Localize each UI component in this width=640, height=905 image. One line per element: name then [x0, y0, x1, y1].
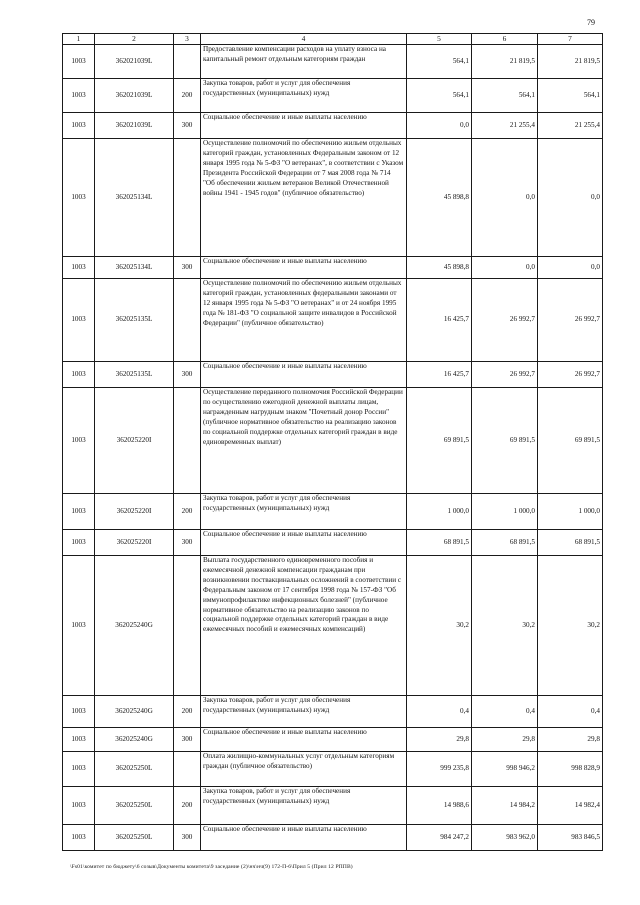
expense-type-cell: 200: [174, 79, 201, 113]
amount-col7-cell: 69 891,5: [538, 388, 603, 494]
section-cell: 1003: [63, 530, 95, 556]
expense-type-cell: 300: [174, 825, 201, 851]
section-cell: 1003: [63, 825, 95, 851]
table-row: [63, 257, 603, 279]
target-code-cell: 362025240G: [95, 696, 174, 728]
amount-col6-cell: 69 891,5: [472, 388, 538, 494]
section-cell: 1003: [63, 388, 95, 494]
amount-col7-cell: 0,4: [538, 696, 603, 728]
amount-col6-cell: 0,0: [472, 139, 538, 257]
table-row: [63, 45, 603, 79]
expense-type-cell: 200: [174, 494, 201, 530]
table-row: [63, 494, 603, 530]
table-row: [63, 556, 603, 696]
table-row: [63, 825, 603, 851]
amount-col7-cell: 21 255,4: [538, 113, 603, 139]
amount-col6-cell: 26 992,7: [472, 362, 538, 388]
expense-type-cell: [174, 279, 201, 362]
header-row: [63, 34, 603, 45]
target-code-cell: 362025240G: [95, 556, 174, 696]
expense-type-cell: [174, 752, 201, 787]
amount-col6-cell: 21 255,4: [472, 113, 538, 139]
amount-col6-cell: 998 946,2: [472, 752, 538, 787]
table-body: [63, 34, 603, 851]
expense-type-cell: [174, 139, 201, 257]
page-number: 79: [587, 18, 595, 27]
description-cell: Осуществление полномочий по обеспечению жильем отдельных категорий граждан, установленных федеральными законами от 12 января 1995 года № 5-ФЗ "О ветеранах" и от 24 ноября 1995 года № 181-ФЗ "О социальной защите инвалидов в Российской Федерации" (публичное обязательство): [201, 279, 407, 362]
target-code-cell: 362021039L: [95, 79, 174, 113]
expense-type-cell: 300: [174, 113, 201, 139]
target-code-cell: 362025220I: [95, 530, 174, 556]
expense-type-cell: [174, 45, 201, 79]
amount-col7-cell: 14 982,4: [538, 787, 603, 825]
amount-col6-cell: 21 819,5: [472, 45, 538, 79]
table-row: [63, 530, 603, 556]
table-row: [63, 696, 603, 728]
description-cell: Закупка товаров, работ и услуг для обеспечения государственных (муниципальных) нужд: [201, 787, 407, 825]
target-code-cell: 362025135L: [95, 362, 174, 388]
table-row: [63, 139, 603, 257]
amount-col5-cell: 69 891,5: [407, 388, 472, 494]
expense-type-cell: 300: [174, 728, 201, 752]
header-cell-7: 7: [538, 34, 603, 45]
description-cell: Социальное обеспечение и иные выплаты населению: [201, 530, 407, 556]
amount-col6-cell: 26 992,7: [472, 279, 538, 362]
description-cell: Закупка товаров, работ и услуг для обеспечения государственных (муниципальных) нужд: [201, 494, 407, 530]
amount-col6-cell: 68 891,5: [472, 530, 538, 556]
header-cell-3: 3: [174, 34, 201, 45]
expense-type-cell: 200: [174, 696, 201, 728]
section-cell: 1003: [63, 787, 95, 825]
description-cell: Закупка товаров, работ и услуг для обеспечения государственных (муниципальных) нужд: [201, 696, 407, 728]
target-code-cell: 362025135L: [95, 279, 174, 362]
amount-col6-cell: 1 000,0: [472, 494, 538, 530]
section-cell: 1003: [63, 362, 95, 388]
target-code-cell: 362025134L: [95, 257, 174, 279]
amount-col5-cell: 0,0: [407, 113, 472, 139]
section-cell: 1003: [63, 139, 95, 257]
description-cell: Осуществление переданного полномочия Российской Федерации по осуществлению ежегодной денежной выплаты лицам, награжденным нагрудным знаком "Почетный донор России" (публичное нормативное обязательство на реализацию законов по социальной поддержке отдельных категорий граждан в виде единовременных выплат): [201, 388, 407, 494]
amount-col7-cell: 29,8: [538, 728, 603, 752]
target-code-cell: 362021039L: [95, 113, 174, 139]
amount-col7-cell: 0,0: [538, 257, 603, 279]
table-row: [63, 362, 603, 388]
expense-type-cell: [174, 388, 201, 494]
expense-type-cell: 200: [174, 787, 201, 825]
amount-col6-cell: 983 962,0: [472, 825, 538, 851]
table-row: [63, 279, 603, 362]
amount-col7-cell: 30,2: [538, 556, 603, 696]
amount-col7-cell: 1 000,0: [538, 494, 603, 530]
section-cell: 1003: [63, 728, 95, 752]
target-code-cell: 362025220I: [95, 494, 174, 530]
amount-col7-cell: 26 992,7: [538, 279, 603, 362]
section-cell: 1003: [63, 45, 95, 79]
amount-col5-cell: 45 898,8: [407, 257, 472, 279]
table-row: [63, 752, 603, 787]
description-cell: Социальное обеспечение и иные выплаты населению: [201, 728, 407, 752]
description-cell: Выплата государственного единовременного пособия и ежемесячной денежной компенсации гражданам при возникновении поствакцинальных осложнений в соответствии с Федеральным законом от 17 сентября 1998 года № 157-ФЗ "Об иммунопрофилактике инфекционных болезней" (публичное нормативное обязательство на реализацию законов по социальной поддержке отдельных категорий граждан в виде ежемесячных пособий и ежемесячных компенсаций): [201, 556, 407, 696]
description-cell: Социальное обеспечение и иные выплаты населению: [201, 362, 407, 388]
target-code-cell: 362021039L: [95, 45, 174, 79]
amount-col5-cell: 564,1: [407, 45, 472, 79]
section-cell: 1003: [63, 257, 95, 279]
table-row: [63, 79, 603, 113]
description-cell: Оплата жилищно-коммунальных услуг отдельным категориям граждан (публичное обязательство): [201, 752, 407, 787]
amount-col6-cell: 0,0: [472, 257, 538, 279]
amount-col5-cell: 0,4: [407, 696, 472, 728]
section-cell: 1003: [63, 696, 95, 728]
amount-col6-cell: 29,8: [472, 728, 538, 752]
section-cell: 1003: [63, 113, 95, 139]
description-cell: Социальное обеспечение и иные выплаты населению: [201, 825, 407, 851]
amount-col6-cell: 14 984,2: [472, 787, 538, 825]
amount-col5-cell: 984 247,2: [407, 825, 472, 851]
amount-col5-cell: 564,1: [407, 79, 472, 113]
header-cell-4: 4: [201, 34, 407, 45]
amount-col5-cell: 68 891,5: [407, 530, 472, 556]
target-code-cell: 362025250L: [95, 825, 174, 851]
amount-col5-cell: 14 988,6: [407, 787, 472, 825]
description-cell: Социальное обеспечение и иные выплаты населению: [201, 113, 407, 139]
table-row: [63, 388, 603, 494]
budget-table: [62, 33, 603, 851]
amount-col7-cell: 998 828,9: [538, 752, 603, 787]
table-row: [63, 113, 603, 139]
file-path-footer: \Fs01\комитет по бюджету\6 созыв\Документы комитета\9 заседание (2)\нч\нч(9) 172-П-6\Прил 5 (Прил 12 РППВ): [70, 864, 353, 870]
description-cell: Закупка товаров, работ и услуг для обеспечения государственных (муниципальных) нужд: [201, 79, 407, 113]
amount-col5-cell: 29,8: [407, 728, 472, 752]
section-cell: 1003: [63, 752, 95, 787]
description-cell: Осуществление полномочий по обеспечению жильем отдельных категорий граждан, установленных Федеральным законом от 12 января 1995 года № 5-ФЗ "О ветеранах", в соответствии с Указом Президента Российской Федерации от 7 мая 2008 года № 714 "Об обеспечении жильем ветеранов Великой Отечественной войны 1941 - 1945 годов" (публичное обязательство): [201, 139, 407, 257]
amount-col5-cell: 30,2: [407, 556, 472, 696]
amount-col7-cell: 0,0: [538, 139, 603, 257]
target-code-cell: 362025220I: [95, 388, 174, 494]
amount-col5-cell: 999 235,8: [407, 752, 472, 787]
description-cell: Предоставление компенсации расходов на уплату взноса на капитальный ремонт отдельным категориям граждан: [201, 45, 407, 79]
table-row: [63, 787, 603, 825]
amount-col5-cell: 16 425,7: [407, 362, 472, 388]
amount-col6-cell: 564,1: [472, 79, 538, 113]
expense-type-cell: 300: [174, 362, 201, 388]
header-cell-1: 1: [63, 34, 95, 45]
table-row: [63, 728, 603, 752]
target-code-cell: 362025250L: [95, 752, 174, 787]
header-cell-6: 6: [472, 34, 538, 45]
header-cell-5: 5: [407, 34, 472, 45]
expense-type-cell: [174, 556, 201, 696]
section-cell: 1003: [63, 279, 95, 362]
description-cell: Социальное обеспечение и иные выплаты населению: [201, 257, 407, 279]
amount-col7-cell: 983 846,5: [538, 825, 603, 851]
amount-col6-cell: 30,2: [472, 556, 538, 696]
expense-type-cell: 300: [174, 257, 201, 279]
header-cell-2: 2: [95, 34, 174, 45]
expense-type-cell: 300: [174, 530, 201, 556]
amount-col5-cell: 16 425,7: [407, 279, 472, 362]
section-cell: 1003: [63, 556, 95, 696]
target-code-cell: 362025240G: [95, 728, 174, 752]
amount-col7-cell: 26 992,7: [538, 362, 603, 388]
amount-col7-cell: 21 819,5: [538, 45, 603, 79]
target-code-cell: 362025250L: [95, 787, 174, 825]
target-code-cell: 362025134L: [95, 139, 174, 257]
amount-col7-cell: 564,1: [538, 79, 603, 113]
section-cell: 1003: [63, 79, 95, 113]
amount-col5-cell: 1 000,0: [407, 494, 472, 530]
amount-col5-cell: 45 898,8: [407, 139, 472, 257]
amount-col7-cell: 68 891,5: [538, 530, 603, 556]
section-cell: 1003: [63, 494, 95, 530]
amount-col6-cell: 0,4: [472, 696, 538, 728]
